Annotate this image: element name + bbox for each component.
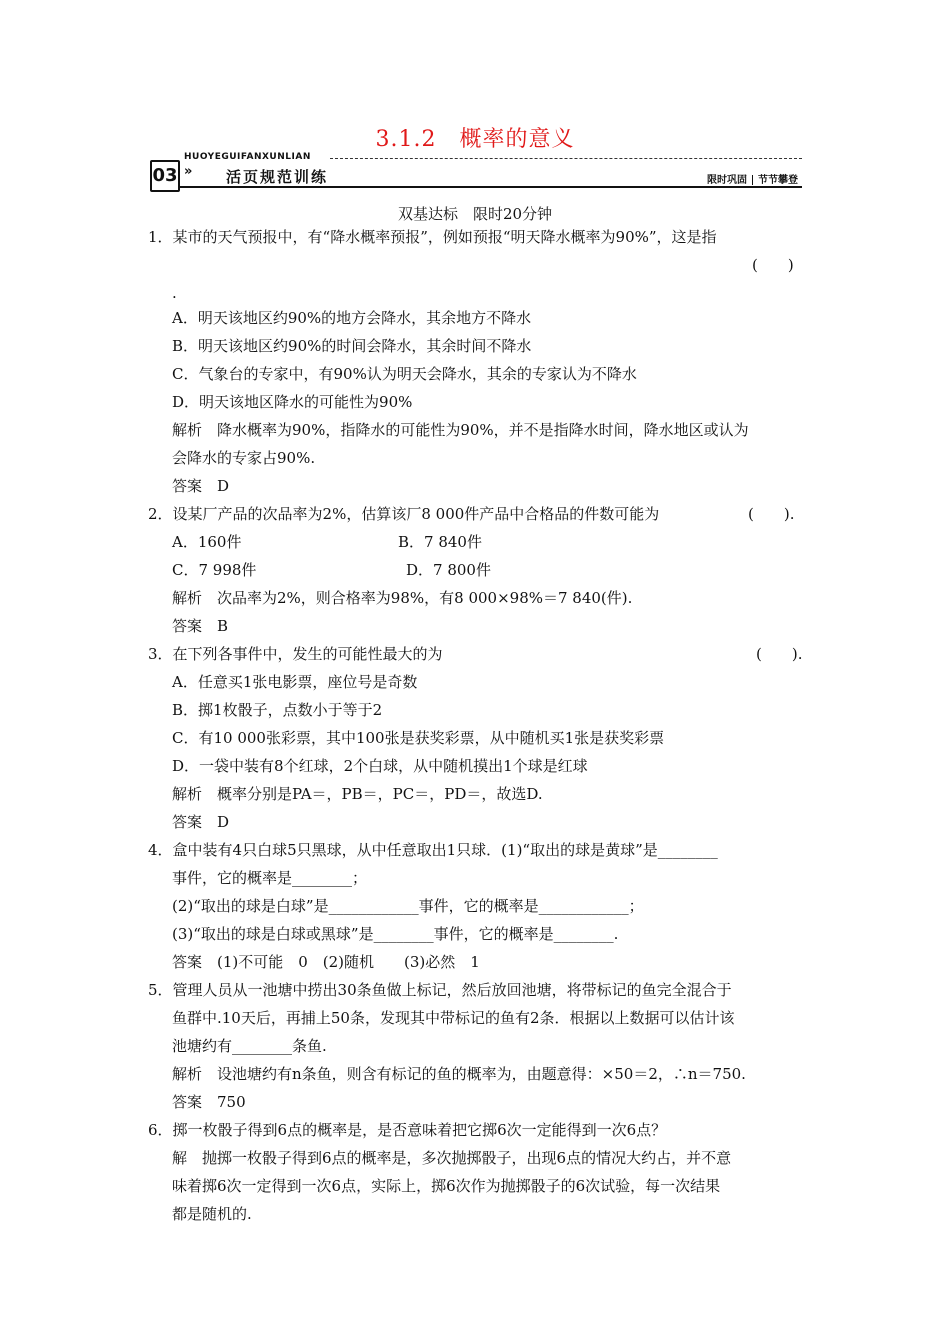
text-line: 解 抛掷一枚骰子得到6点的概率是，多次抛掷骰子，出现6点的情况大约占，并不意 <box>172 1149 732 1167</box>
text-line: 答案 D <box>172 813 230 831</box>
banner-rule <box>180 186 802 188</box>
text-line: 5．管理人员从一池塘中捞出30条鱼做上标记，然后放回池塘，将带标记的鱼完全混合于 <box>148 981 732 999</box>
text-line: (2)“取出的球是白球”是____________事件，它的概率是____________； <box>172 897 644 915</box>
text-line: A．任意买1张电影票，座位号是奇数 <box>172 673 418 691</box>
subheading: 双基达标 限时20分钟 <box>397 205 553 223</box>
text-line: 味着掷6次一定得到一次6点，实际上，掷6次作为抛掷骰子的6次试验，每一次结果 <box>172 1177 721 1195</box>
text-line: C．7 998件 <box>172 561 257 579</box>
text-line: ( ). <box>756 645 803 663</box>
text-line: 都是随机的. <box>172 1205 252 1223</box>
page-title: 3.1.2 概率的意义 <box>375 127 575 152</box>
text-line: 答案 D <box>172 477 230 495</box>
text-line: D．7 800件 <box>406 561 491 579</box>
text-line: B．明天该地区约90%的时间会降水，其余时间不降水 <box>172 337 532 355</box>
banner-tag-1: 限时巩固 <box>707 175 747 186</box>
text-line: (3)“取出的球是白球或黑球”是________事件，它的概率是________. <box>172 925 619 943</box>
text-line: C．有10 000张彩票，其中100张是获奖彩票，从中随机买1张是获奖彩票 <box>172 729 665 747</box>
double-arrow-icon: » <box>184 164 193 179</box>
text-line: 2．设某厂产品的次品率为2%，估算该厂8 000件产品中合格品的件数可能为 <box>148 505 660 523</box>
banner-dashed-divider <box>330 158 802 159</box>
tag-separator <box>752 175 753 185</box>
text-line: 3．在下列各事件中，发生的可能性最大的为 <box>148 645 443 663</box>
text-line: A．明天该地区约90%的地方会降水，其余地方不降水 <box>172 309 532 327</box>
banner-heading: 活页规范训练 <box>226 168 329 186</box>
text-line: D．明天该地区降水的可能性为90% <box>172 393 413 411</box>
text-line: B．7 840件 <box>398 533 482 551</box>
text-line: B．掷1枚骰子，点数小于等于2 <box>172 701 383 719</box>
text-line: 鱼群中.10天后，再捕上50条，发现其中带标记的鱼有2条．根据以上数据可以估计该 <box>172 1009 735 1027</box>
banner-tag-2: 节节攀登 <box>758 175 798 186</box>
text-line: D．一袋中装有8个红球，2个白球，从中随机摸出1个球是红球 <box>172 757 588 775</box>
text-line: 6．掷一枚骰子得到6点的概率是，是否意味着把它掷6次一定能得到一次6点？ <box>148 1121 667 1139</box>
text-line: 答案 (1)不可能 0 (2)随机 (3)必然 1 <box>172 953 480 971</box>
text-line: ( ) <box>752 256 794 274</box>
text-line: A．160件 <box>172 533 242 551</box>
text-line: 答案 B <box>172 617 229 635</box>
text-line: 解析 概率分别是PA＝，PB＝，PC＝，PD＝，故选D. <box>172 785 543 803</box>
text-line: 解析 降水概率为90%，指降水的可能性为90%，并不是指降水时间，降水地区或认为 <box>172 421 749 439</box>
text-line: 解析 设池塘约有n条鱼，则含有标记的鱼的概率为，由题意得：×50＝2，∴n＝750. <box>172 1065 746 1083</box>
text-line: C．气象台的专家中，有90%认为明天会降水，其余的专家认为不降水 <box>172 365 637 383</box>
section-number-badge: 03 <box>150 160 180 192</box>
text-line: 4．盒中装有4只白球5只黑球，从中任意取出1只球．(1)“取出的球是黄球”是________ <box>148 841 718 859</box>
text-line: ( ). <box>748 505 795 523</box>
section-banner <box>150 152 802 190</box>
text-line: 1．某市的天气预报中，有“降水概率预报”，例如预报“明天降水概率为90%”，这是指 <box>148 228 717 246</box>
text-line: 答案 750 <box>172 1093 246 1111</box>
banner-tags <box>707 171 798 186</box>
text-line: . <box>172 284 177 302</box>
text-line: 会降水的专家占90%. <box>172 449 316 467</box>
text-line: 解析 次品率为2%，则合格率为98%，有8 000×98%＝7 840(件). <box>172 589 633 607</box>
text-line: 事件，它的概率是________； <box>172 869 368 887</box>
text-line: 池塘约有________条鱼. <box>172 1037 327 1055</box>
banner-pinyin: HUOYEGUIFANXUNLIAN <box>184 152 311 162</box>
